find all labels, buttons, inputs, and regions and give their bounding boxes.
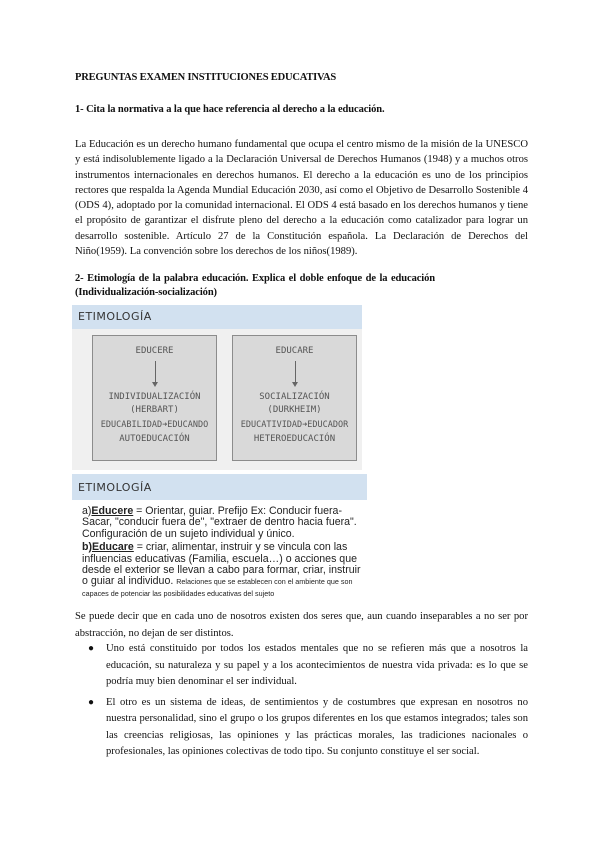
bullet-list [88, 641, 528, 765]
educabilidad-row [93, 420, 216, 430]
educador-label: EDUCADOR [307, 420, 349, 430]
etymology-diagram [72, 305, 362, 470]
question-1-heading: 1- Cita la normativa a la que hace referencia al derecho a la educación. [75, 104, 385, 115]
educare-label: EDUCARE [275, 346, 314, 356]
down-arrow-icon [155, 361, 156, 383]
educando-label: EDUCANDO [167, 420, 209, 430]
educare-definition [82, 542, 364, 599]
diagram-header-label: ETIMOLOGÍA [78, 310, 152, 323]
question-1-answer: La Educación es un derecho humano fundamental que ocupa el centro mismo de la misión de la UNESCO y está indisolublemente ligado a la Declaración Universal de Derechos Humanos (1948) y a muchos otros instrumentos internacionales en derechos humanos. El derecho a la educación es uno de los principios rectores que respalda la Agenda Mundial Educación 2030, así como el Objetivo de Desarrollo Sostenible 4 (ODS 4), adoptado por la comunidad internacional. El ODS 4 está basado en los derechos humanos y tiene el propósito de garantizar el disfrute pleno del derecho a la educación como catalizador para lograr un desarrollo sostenible. Artículo 27 de la Constitución española. La Declaración de Derechos del Niño(1959). La convención sobre los derechos de los niños(1989). [75, 139, 528, 258]
list-item-text: Uno está constituido por todos los estados mentales que no se refieren más que a nosotros la educación, su naturaleza y su papel y a los acontecimientos de nuestra vida privada: es lo que se podría muy bien denominar el ser individual. [106, 643, 528, 687]
question-2-heading: 2- Etimología de la palabra educación. Explica el doble enfoque de la educación (Individualización-socialización) [75, 273, 435, 298]
educabilidad-label: EDUCABILIDAD [100, 420, 163, 430]
diagram-header-band [72, 305, 362, 329]
educare-text: = criar, alimentar, instruir y se vincula con las influencias educativas (Familia, escuela…) o acciones que desde el exterior se llevan a cabo para formar, criar, instruir o guiar al individuo. [82, 541, 361, 588]
autoeducacion-label: AUTOEDUCACIÓN [119, 434, 190, 444]
educare-note: Relaciones que se establecen con el ambiente que son capaces de potenciar las posibilidades educativas del sujeto [82, 577, 353, 598]
list-item-text: El otro es un sistema de ideas, de sentimientos y de costumbres que expresan en nosotros no nuestra personalidad, sino el grupo o los grupos diferentes en los que estamos integrados; tales son las creencias religiosas, las opiniones y las prácticas morales, las tradiciones nacionales o profesionales, las opiniones colectivas de todo tipo. Su conjunto constituye el ser social. [106, 696, 528, 757]
educere-label: EDUCERE [135, 346, 174, 356]
educere-box [92, 335, 217, 461]
right-arrow-icon: ➜ [162, 420, 168, 430]
educatividad-row [233, 420, 356, 430]
educere-definition [82, 506, 364, 540]
individualizacion-label: INDIVIDUALIZACIÓN [108, 392, 201, 402]
durkheim-label: (DURKHEIM) [267, 405, 322, 415]
educere-term: Educere [91, 505, 134, 517]
educare-prefix: b) [82, 541, 92, 554]
educatividad-label: EDUCATIVIDAD [240, 420, 303, 430]
etymology-definitions [72, 474, 367, 619]
intro-paragraph: Se puede decir que en cada uno de nosotros existen dos seres que, aun cuando inseparables a no ser por abstracción, no dejan de ser distintos. [75, 611, 528, 639]
educare-box [232, 335, 357, 461]
down-arrow-icon [295, 361, 296, 383]
educare-term: Educare [92, 541, 134, 554]
definitions-header-label: ETIMOLOGÍA [78, 481, 152, 494]
right-arrow-icon: ➜ [302, 420, 308, 430]
educere-text: = Orientar, guiar. Prefijo Ex: Conducir fuera- Sacar, "conducir fuera de", "extraer de dentro hacia fuera". Configuración de un sujeto individual y único. [82, 505, 357, 540]
bullet-icon: ● [88, 643, 95, 654]
document-title: PREGUNTAS EXAMEN INSTITUCIONES EDUCATIVAS [75, 72, 337, 83]
list-item [88, 641, 528, 691]
heteroeducacion-label: HETEROEDUCACIÓN [253, 434, 336, 444]
educere-prefix: a) [82, 505, 92, 517]
bullet-icon: ● [88, 696, 95, 708]
herbart-label: (HERBART) [130, 405, 179, 415]
socializacion-label: SOCIALIZACIÓN [259, 392, 330, 402]
definitions-body [82, 506, 364, 599]
definitions-header-band [72, 474, 367, 500]
list-item [88, 695, 528, 761]
